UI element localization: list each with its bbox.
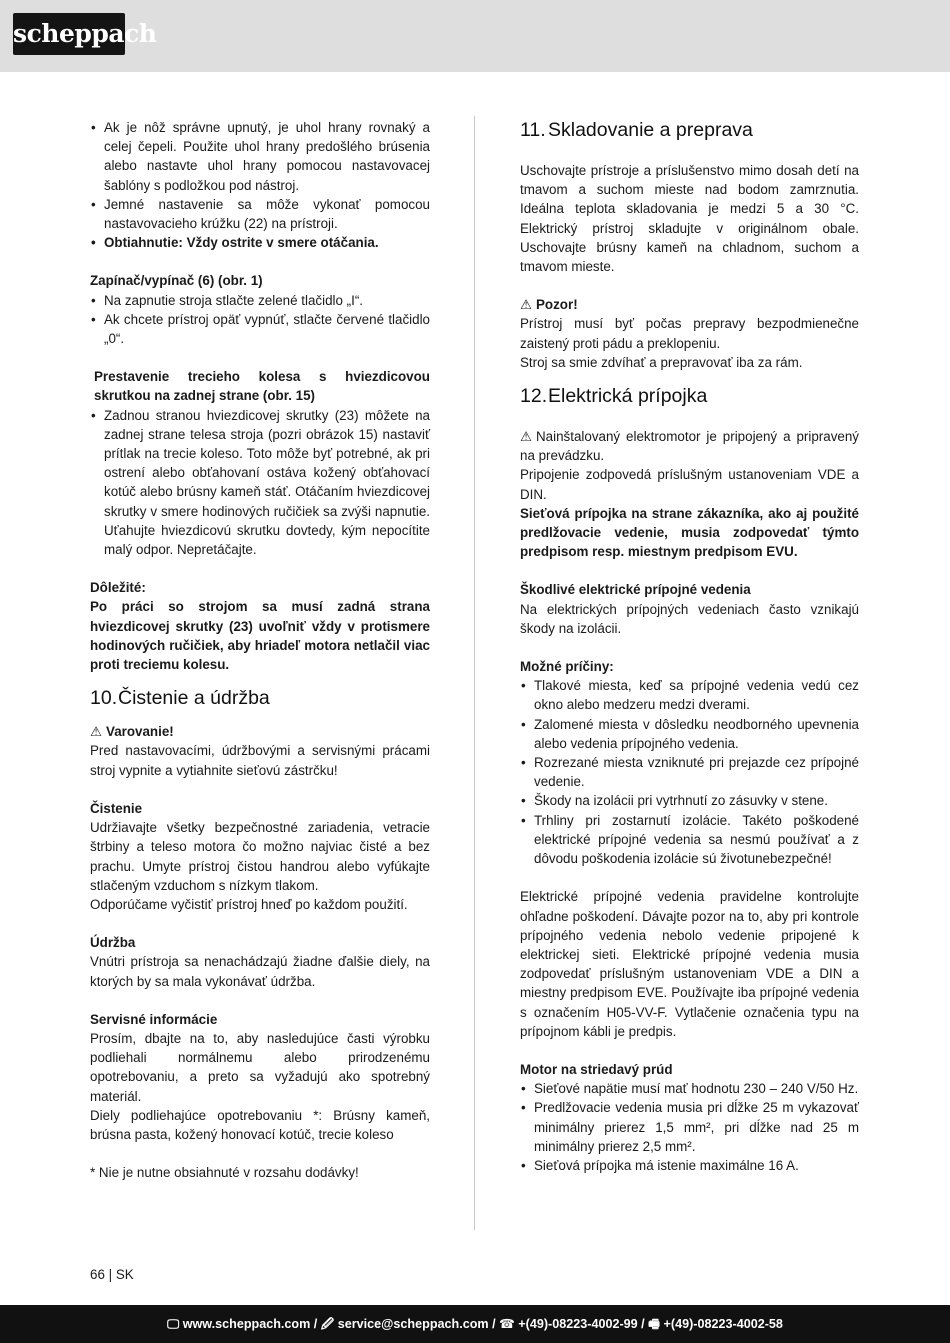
footer-contact: 🖵 www.scheppach.com / 🖉 service@scheppach.com / ☎ +(49)-08223-4002-99 / 🖷 +(49)-08223-4002-58 [167, 1317, 783, 1331]
wheel-heading: Prestavenie trecieho kolesa s hviezdicovou skrutkou na zadnej strane (obr. 15) [94, 369, 430, 404]
caution-text-2: Stroj sa smie zdvíhať a prepravovať iba za rám. [520, 354, 803, 370]
list-item: • Obtiahnutie: Vždy ostrite v smere otáčania. [90, 233, 430, 252]
important-heading: Dôležité: [90, 580, 146, 596]
causes-heading: Možné príčiny: [520, 659, 614, 675]
ac-motor-list [520, 1079, 859, 1175]
section-number: 11. [520, 119, 546, 141]
wheel-list [90, 406, 430, 560]
footnote: * Nie je nutne obsiahnuté v rozsahu dodávky! [90, 1165, 359, 1181]
section-number: 12. [520, 385, 548, 408]
maintenance-text: Vnútri prístroja sa nenachádzajú žiadne ďalšie diely, na ktorých by sa mala vykonávať údržba. [90, 954, 430, 989]
list-item: • Jemné nastavenie sa môže vykonať pomocou nastavovacieho krúžku (22) na prístroji. [90, 195, 430, 233]
causes-list [520, 676, 859, 868]
section-title: Čistenie a údržba [118, 687, 270, 710]
warning-heading: ⚠ Varovanie! [90, 722, 430, 741]
list-item: • Ak chcete prístroj opäť vypnúť, stlačte červené tlačidlo „0“. [90, 310, 430, 348]
list-item: • Škody na izolácii pri vytrhnutí zo zásuvky v stene. [520, 791, 859, 810]
caution-heading: ⚠ Pozor! [520, 295, 859, 314]
list-item: • Sieťové napätie musí mať hodnotu 230 – 240 V/50 Hz. [520, 1079, 859, 1098]
section-title: Skladovanie a preprava [548, 119, 753, 141]
ac-motor-heading: Motor na striedavý prúd [520, 1061, 673, 1077]
service-text: Prosím, dbajte na to, aby nasledujúce časti výrobku podliehali normálnemu alebo prirodzenému opotrebovaniu, a preto sa vyžadujú ako spotrebný materiál. [90, 1030, 430, 1104]
caution-text: Prístroj musí byť počas prepravy bezpodmienečne zaistený proti pádu a preklopeniu. [520, 316, 859, 351]
warning-icon: ⚠ [520, 429, 533, 445]
page-number: 66 | SK [90, 1267, 134, 1282]
list-item: • Ak je nôž správne upnutý, je uhol hrany rovnaký a celej čepeli. Použite uhol hrany predošlého brúsenia alebo nastavte uhol hrany pomocou nastavovacej šablóny s podložkou pod nástroj. [90, 118, 430, 195]
list-item: • Tlakové miesta, keď sa prípojné vedenia vedú cez okno alebo medzeru medzi dverami. [520, 676, 859, 714]
service-heading: Servisné informácie [90, 1011, 218, 1027]
column-divider [474, 116, 475, 1230]
switch-heading: Zapínač/vypínač (6) (obr. 1) [90, 273, 263, 289]
list-item: • Rozrezané miesta vzniknuté pri prejazde cez prípojné vedenie. [520, 753, 859, 791]
list-item: • Na zapnutie stroja stlačte zelené tlačidlo „I“. [90, 291, 430, 310]
cleaning-heading: Čistenie [90, 800, 143, 816]
switch-list [90, 291, 430, 349]
list-item: • Predlžovacie vedenia musia pri dĺžke 25 m vykazovať minimálny prierez 1,5 mm², pri dĺžke nad 25 m minimálny prierez 2,5 mm². [520, 1098, 859, 1156]
scheppach-logo: scheppach [13, 13, 125, 55]
cleaning-text: Udržiavajte všetky bezpečnostné zariadenia, vetracie štrbiny a teleso motora čo možno najviac čisté a bez prachu. Umyte prístroj čistou handrou alebo vyfúkajte stlačeným vzduchom s nízkym tlakom. [90, 820, 430, 893]
footer-band [0, 1305, 950, 1343]
cleaning-text-2: Odporúčame vyčistiť prístroj hneď po každom použití. [90, 896, 408, 912]
electrical-text-2: Pripojenie zodpovedá príslušným ustanoveniam VDE a DIN. [520, 467, 859, 502]
check-text: Elektrické prípojné vedenia pravidelne kontrolujte ohľadne poškodení. Dávajte pozor na to, aby pri kontrole prípojného vedenia nebolo vedenie pripojené k elektrickej sieti. Elektrické prípojné vedenia musia zodpovedať príslušným ustanoveniam VDE a DIN a miestny predpisom EVE. Používajte iba prípojné vedenia s označením H05-VV-F. Vytlačenie označenia typu na prípojnom kábli je predpis. [520, 889, 859, 1039]
section-title: Elektrická prípojka [548, 385, 708, 408]
section-12-heading [520, 384, 859, 408]
section-number: 10. [90, 687, 118, 710]
important-text: Po práci so strojom sa musí zadná strana hviezdicovej skrutky (23) uvoľniť vždy v protismere hodinových ručičiek, aby hriadeľ motora netlačil viac proti treciemu kolesu. [90, 599, 430, 673]
left-column [90, 118, 430, 1182]
electrical-text: ⚠ Nainštalovaný elektromotor je pripojený a pripravený na prevádzku. [520, 429, 859, 464]
sharpening-list [90, 118, 430, 252]
section-10-heading [90, 686, 430, 710]
list-item: • Sieťová prípojka má istenie maximálne 16 A. [520, 1156, 859, 1175]
warning-icon: ⚠ [90, 724, 103, 740]
damage-heading: Škodlivé elektrické prípojné vedenia [520, 582, 751, 598]
section-11-heading [520, 118, 859, 142]
warning-icon: ⚠ [520, 297, 533, 313]
header-band [0, 0, 950, 72]
list-item: • Trhliny pri zostarnutí izolácie. Takéto poškodené elektrické prípojné vedenia sa nesmú používať a z dôvodu poškodenia izolácie sú životunebezpečné! [520, 811, 859, 869]
service-text-2: Diely podliehajúce opotrebovaniu *: Brúsny kameň, brúsna pasta, kožený honovací kotúč, trecie koleso [90, 1107, 430, 1142]
list-item: • Zadnou stranou hviezdicovej skrutky (23) môžete na zadnej strane telesa stroja (pozri obrázok 15) nastaviť prítlak na trecie koleso. Toto môže byť potrebné, ak pri ostrení alebo obťahovaní ostáva kožený obťahovací kotúč alebo brúsny kameň stáť. Otáčaním hviezdicovej skrutky v smere hodinových ručičiek sa zvýši napnutie. Uťahujte hviezdicovú skrutku dovtedy, kým nepocítite malý odpor. Nepretáčajte. [90, 406, 430, 560]
damage-text: Na elektrických prípojných vedeniach často vznikajú škody na izolácii. [520, 601, 859, 636]
maintenance-heading: Údržba [90, 935, 136, 951]
list-item: • Zalomené miesta v dôsledku neodborného upevnenia alebo vedenia prípojného vedenia. [520, 715, 859, 753]
right-column [520, 118, 859, 1175]
storage-text: Uschovajte prístroje a príslušenstvo mimo dosah detí na tmavom a suchom mieste nad bodom zamrznutia. Ideálna teplota skladovania je medzi 5 a 30 °C. Elektrický prístroj skladujte v originálnom obale. Uschovajte brúsny kameň na chladnom, suchom a tmavom mieste. [520, 163, 859, 275]
electrical-bold-text: Sieťová prípojka na strane zákazníka, ako aj použité predlžovacie vedenie, musia zodpovedať týmto predpisom resp. miestnym predpisom EVU. [520, 505, 859, 560]
warning-text: Pred nastavovacími, údržbovými a servisnými prácami stroj vypnite a vytiahnite sieťovú zástrčku! [90, 743, 430, 778]
